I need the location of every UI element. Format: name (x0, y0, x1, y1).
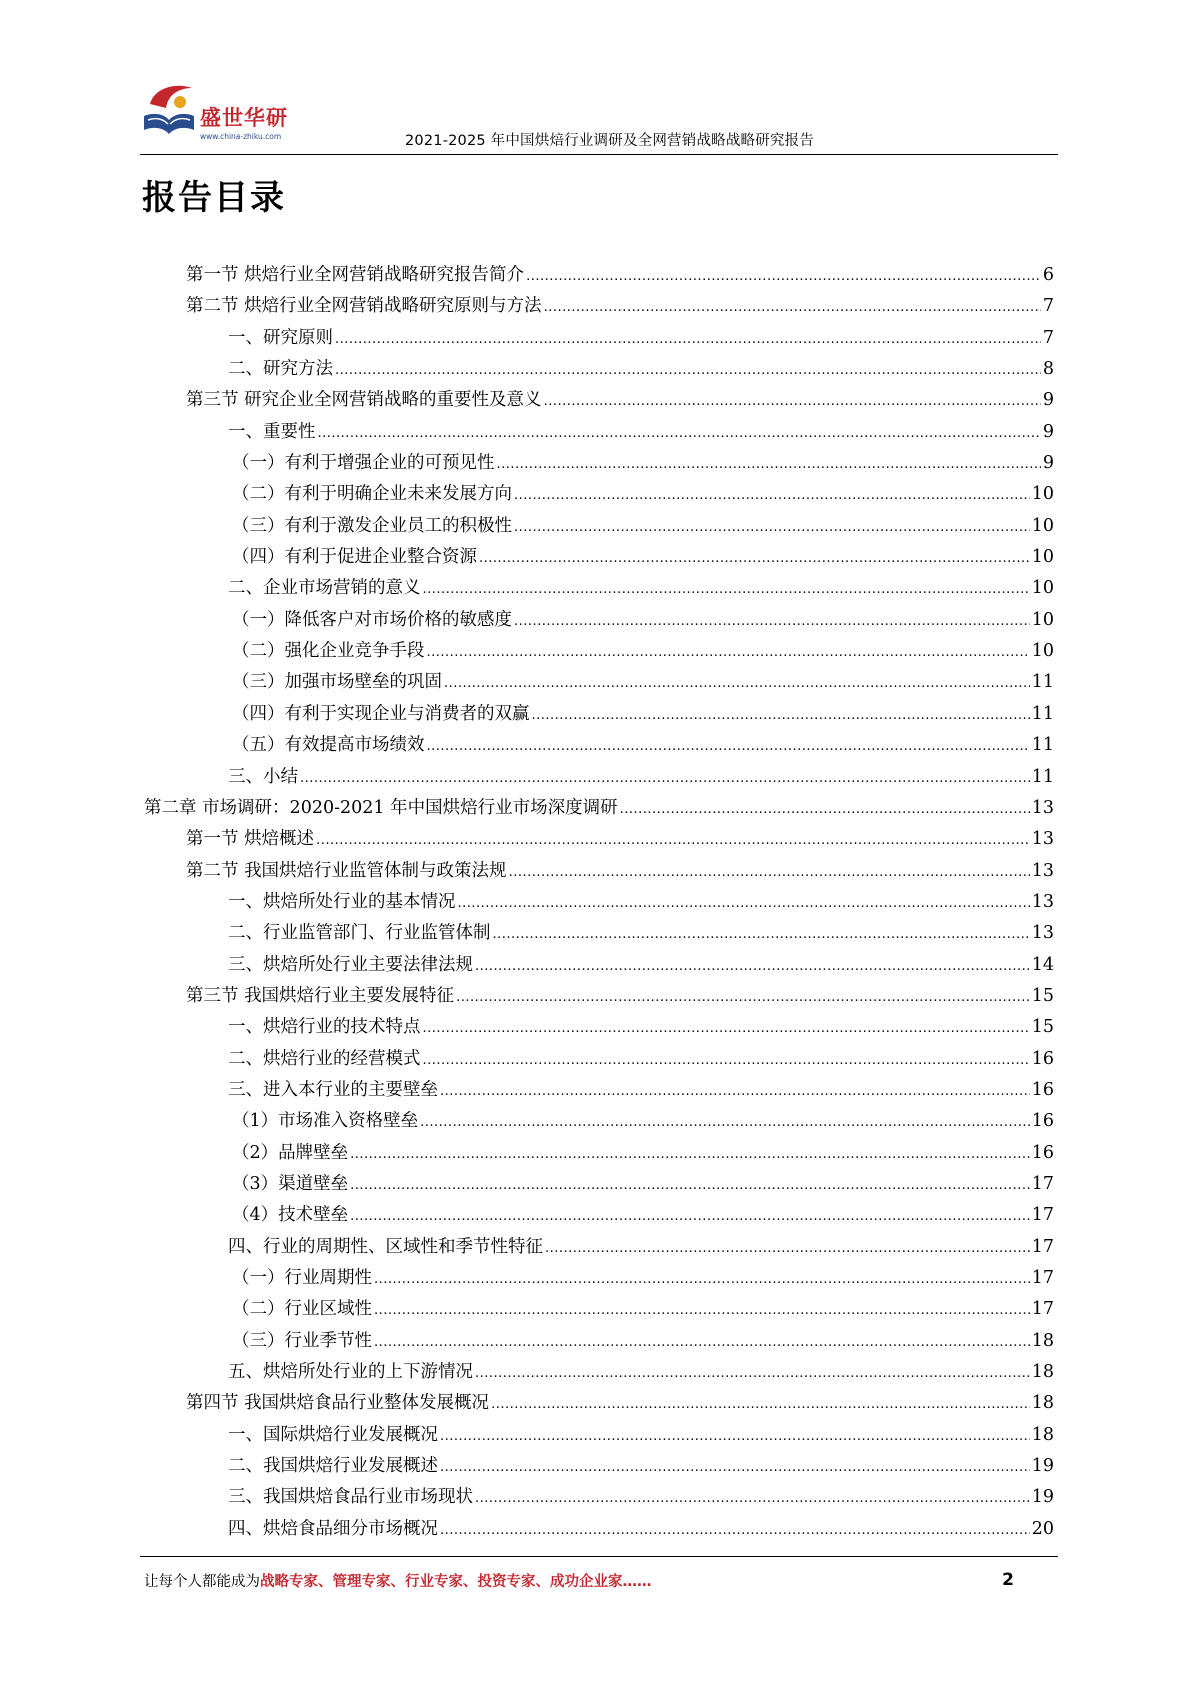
toc-entry[interactable] (144, 857, 1054, 888)
toc-entry-title: 第二章 市场调研：2020-2021 年中国烘焙行业市场深度调研 (144, 797, 618, 818)
toc-entry-page: 11 (1031, 672, 1054, 693)
toc-entry-page: 20 (1031, 1518, 1054, 1539)
toc-entry[interactable] (144, 324, 1054, 355)
toc-dot-leader (423, 576, 1030, 604)
toc-entry[interactable] (144, 1264, 1054, 1295)
toc-entry-page: 10 (1031, 641, 1054, 662)
toc-entry[interactable] (144, 1483, 1054, 1514)
toc-entry[interactable] (144, 794, 1054, 825)
toc-entry-title: （三）有利于激发企业员工的积极性 (232, 515, 512, 536)
toc-entry-page: 13 (1031, 923, 1054, 944)
toc-entry-page: 19 (1031, 1487, 1054, 1508)
toc-dot-leader (497, 451, 1041, 479)
toc-entry-page: 11 (1031, 735, 1054, 756)
toc-dot-leader (479, 545, 1030, 573)
toc-entry-page: 17 (1031, 1236, 1054, 1257)
toc-entry-title: 二、烘焙行业的经营模式 (228, 1048, 421, 1069)
toc-dot-leader (514, 608, 1030, 636)
toc-entry[interactable] (144, 1170, 1054, 1201)
toc-entry-title: 三、进入本行业的主要壁垒 (228, 1079, 438, 1100)
toc-entry[interactable] (144, 1076, 1054, 1107)
toc-entry[interactable] (144, 1515, 1054, 1546)
toc-entry[interactable] (144, 449, 1054, 480)
toc-entry[interactable] (144, 731, 1054, 762)
toc-entry[interactable] (144, 1201, 1054, 1232)
toc-entry-title: （二）有利于明确企业未来发展方向 (232, 484, 512, 505)
toc-entry-page: 16 (1031, 1111, 1054, 1132)
toc-dot-leader (335, 326, 1041, 354)
toc-dot-leader (440, 1454, 1030, 1482)
toc-entry-page: 10 (1031, 609, 1054, 630)
toc-entry-page: 16 (1031, 1079, 1054, 1100)
logo-book-icon (140, 82, 198, 142)
footer-divider (140, 1556, 1058, 1557)
toc-dot-leader (423, 1015, 1030, 1043)
toc-entry-title: 三、烘焙所处行业主要法律法规 (228, 954, 473, 975)
page-header (0, 0, 1191, 160)
header-divider (140, 154, 1058, 155)
toc-entry[interactable] (144, 919, 1054, 950)
toc-entry-page: 17 (1031, 1268, 1054, 1288)
toc-entry[interactable] (144, 512, 1054, 543)
toc-entry[interactable] (144, 574, 1054, 605)
toc-entry[interactable] (144, 888, 1054, 919)
toc-entry-page: 18 (1031, 1362, 1054, 1383)
toc-entry-title: （4）技术壁垒 (232, 1205, 349, 1226)
toc-entry-title: 二、行业监管部门、行业监管体制 (228, 923, 491, 944)
toc-entry[interactable] (144, 982, 1054, 1013)
toc-entry[interactable] (144, 1233, 1054, 1264)
toc-entry-title: （一）降低客户对市场价格的敏感度 (232, 609, 512, 630)
toc-entry-title: （一）行业周期性 (232, 1268, 372, 1288)
toc-dot-leader (475, 1360, 1030, 1388)
toc-entry[interactable] (144, 418, 1054, 449)
toc-entry-page: 11 (1031, 703, 1054, 724)
toc-entry[interactable] (144, 606, 1054, 637)
toc-entry-page: 7 (1042, 327, 1054, 348)
toc-entry-page: 10 (1031, 578, 1054, 599)
toc-dot-leader (440, 1517, 1030, 1545)
toc-entry-page: 14 (1031, 954, 1054, 975)
toc-entry[interactable] (144, 386, 1054, 417)
toc-entry-page: 13 (1031, 891, 1054, 912)
toc-dot-leader (423, 1047, 1030, 1075)
toc-entry-page: 18 (1031, 1424, 1054, 1445)
toc-entry-title: 四、行业的周期性、区域性和季节性特征 (228, 1236, 543, 1257)
toc-dot-leader (318, 420, 1041, 448)
toc-entry-page: 11 (1031, 766, 1054, 787)
toc-dot-leader (491, 1391, 1030, 1419)
toc-entry-page: 8 (1042, 359, 1054, 380)
toc-dot-leader (420, 1109, 1030, 1137)
toc-entry-title: 四、烘焙食品细分市场概况 (228, 1518, 438, 1539)
toc-entry-title: 三、小结 (228, 766, 298, 787)
company-logo (140, 82, 340, 152)
toc-entry[interactable] (144, 355, 1054, 386)
toc-entry-title: （1）市场准入资格壁垒 (232, 1111, 419, 1132)
toc-entry-page: 10 (1031, 484, 1054, 505)
toc-dot-leader (374, 1266, 1030, 1294)
toc-entry-page: 9 (1042, 453, 1054, 474)
toc-entry-title: （四）有利于实现企业与消费者的双赢 (232, 703, 530, 724)
logo-name: 盛世华研 (200, 106, 288, 130)
toc-dot-leader (444, 670, 1030, 698)
toc-dot-leader (300, 765, 1030, 793)
toc-dot-leader (544, 388, 1041, 416)
toc-entry-title: 一、烘焙所处行业的基本情况 (228, 891, 456, 912)
toc-entry-title: （三）加强市场壁垒的巩固 (232, 672, 442, 693)
toc-dot-leader (350, 1172, 1030, 1200)
report-header-title: 2021-2025 年中国烘焙行业调研及全网营销战略战略研究报告 (405, 133, 815, 149)
toc-dot-leader (456, 984, 1030, 1012)
toc-entry-title: 三、我国烘焙食品行业市场现状 (228, 1487, 473, 1508)
toc-dot-leader (475, 953, 1030, 981)
toc-dot-leader (526, 263, 1041, 291)
toc-entry-title: 第三节 研究企业全网营销战略的重要性及意义 (186, 390, 542, 411)
toc-entry[interactable] (144, 1045, 1054, 1076)
toc-dot-leader (458, 890, 1030, 918)
toc-entry[interactable] (144, 1107, 1054, 1138)
toc-dot-leader (514, 514, 1030, 542)
footer-slogan-highlight: 战略专家、管理专家、行业专家、投资专家、成功企业家…… (260, 1574, 652, 1590)
toc-entry-page: 16 (1031, 1048, 1054, 1069)
toc-dot-leader (335, 357, 1041, 385)
toc-dot-leader (440, 1078, 1030, 1106)
toc-dot-leader (544, 294, 1041, 322)
toc-entry-title: 一、烘焙行业的技术特点 (228, 1017, 421, 1038)
toc-entry[interactable] (144, 1452, 1054, 1483)
toc-entry-page: 6 (1042, 265, 1054, 285)
toc-entry-title: 二、我国烘焙行业发展概述 (228, 1456, 438, 1477)
toc-entry-title: 五、烘焙所处行业的上下游情况 (228, 1362, 473, 1383)
toc-entry-title: 第四节 我国烘焙食品行业整体发展概况 (186, 1393, 490, 1414)
toc-entry[interactable] (144, 668, 1054, 699)
toc-entry-page: 9 (1042, 390, 1054, 411)
toc-entry[interactable] (144, 951, 1054, 982)
toc-entry-page: 17 (1031, 1299, 1054, 1320)
toc-entry-page: 9 (1042, 421, 1054, 442)
toc-dot-leader (509, 859, 1030, 887)
toc-entry[interactable] (144, 825, 1054, 856)
toc-entry[interactable] (144, 763, 1054, 794)
toc-dot-leader (316, 827, 1030, 855)
toc-entry[interactable] (144, 1421, 1054, 1452)
toc-dot-leader (350, 1141, 1030, 1169)
toc-entry-page: 13 (1031, 860, 1054, 881)
toc-entry-title: （四）有利于促进企业整合资源 (232, 547, 477, 568)
toc-dot-leader (350, 1203, 1030, 1231)
toc-entry-title: （2）品牌壁垒 (232, 1142, 349, 1163)
toc-entry-title: 第三节 我国烘焙行业主要发展特征 (186, 985, 455, 1006)
toc-entry-title: 一、国际烘焙行业发展概况 (228, 1424, 438, 1445)
toc-dot-leader (620, 796, 1030, 824)
toc-entry[interactable] (144, 261, 1054, 292)
toc-entry-page: 18 (1031, 1330, 1054, 1351)
toc-entry-title: 二、研究方法 (228, 359, 333, 380)
page-number: 2 (1002, 1570, 1014, 1590)
toc-entry-page: 7 (1042, 296, 1054, 317)
toc-entry-title: （二）强化企业竞争手段 (232, 641, 425, 662)
toc-dot-leader (514, 482, 1030, 510)
logo-url: www.china-zhiku.com (200, 132, 282, 141)
toc-entry-page: 13 (1031, 829, 1054, 850)
page-footer (144, 1570, 1014, 1594)
toc-dot-leader (427, 733, 1030, 761)
toc-entry-page: 17 (1031, 1173, 1054, 1194)
toc-entry[interactable] (144, 1358, 1054, 1389)
toc-entry-page: 18 (1031, 1393, 1054, 1414)
toc-entry-page: 15 (1031, 1017, 1054, 1038)
toc-entry[interactable] (144, 637, 1054, 668)
table-of-contents (144, 261, 1054, 1546)
toc-entry[interactable] (144, 1327, 1054, 1358)
toc-dot-leader (493, 921, 1030, 949)
toc-entry-title: 一、重要性 (228, 421, 316, 442)
toc-entry[interactable] (144, 1389, 1054, 1420)
toc-entry[interactable] (144, 543, 1054, 574)
toc-entry-title: （3）渠道壁垒 (232, 1173, 349, 1194)
toc-entry-title: 第一节 烘焙概述 (186, 829, 315, 850)
toc-entry-title: （五）有效提高市场绩效 (232, 735, 425, 756)
footer-slogan-lead: 让每个人都能成为 (144, 1574, 260, 1590)
toc-entry-title: 二、企业市场营销的意义 (228, 578, 421, 599)
toc-entry-page: 19 (1031, 1456, 1054, 1477)
toc-entry-title: 第二节 我国烘焙行业监管体制与政策法规 (186, 860, 507, 881)
toc-entry-page: 16 (1031, 1142, 1054, 1163)
toc-entry-page: 15 (1031, 985, 1054, 1006)
toc-entry-page: 10 (1031, 547, 1054, 568)
toc-entry-title: 一、研究原则 (228, 327, 333, 348)
toc-dot-leader (475, 1485, 1030, 1513)
toc-dot-leader (532, 702, 1030, 730)
toc-entry[interactable] (144, 1013, 1054, 1044)
toc-dot-leader (374, 1329, 1030, 1357)
toc-dot-leader (440, 1423, 1030, 1451)
toc-entry-title: 第二节 烘焙行业全网营销战略研究原则与方法 (186, 296, 542, 317)
toc-entry-page: 10 (1031, 515, 1054, 536)
toc-dot-leader (545, 1235, 1030, 1263)
toc-entry[interactable] (144, 1139, 1054, 1170)
toc-entry-title: （一）有利于增强企业的可预见性 (232, 453, 495, 474)
page-title: 报告目录 (142, 178, 286, 218)
toc-entry[interactable] (144, 292, 1054, 323)
toc-entry-page: 13 (1031, 797, 1054, 818)
toc-entry-page: 17 (1031, 1205, 1054, 1226)
toc-entry[interactable] (144, 1295, 1054, 1326)
toc-entry-title: （三）行业季节性 (232, 1330, 372, 1351)
toc-entry[interactable] (144, 480, 1054, 511)
toc-entry[interactable] (144, 700, 1054, 731)
toc-dot-leader (427, 639, 1030, 667)
toc-entry-title: 第一节 烘焙行业全网营销战略研究报告简介 (186, 265, 525, 285)
toc-entry-title: （二）行业区域性 (232, 1299, 372, 1320)
toc-dot-leader (374, 1297, 1030, 1325)
